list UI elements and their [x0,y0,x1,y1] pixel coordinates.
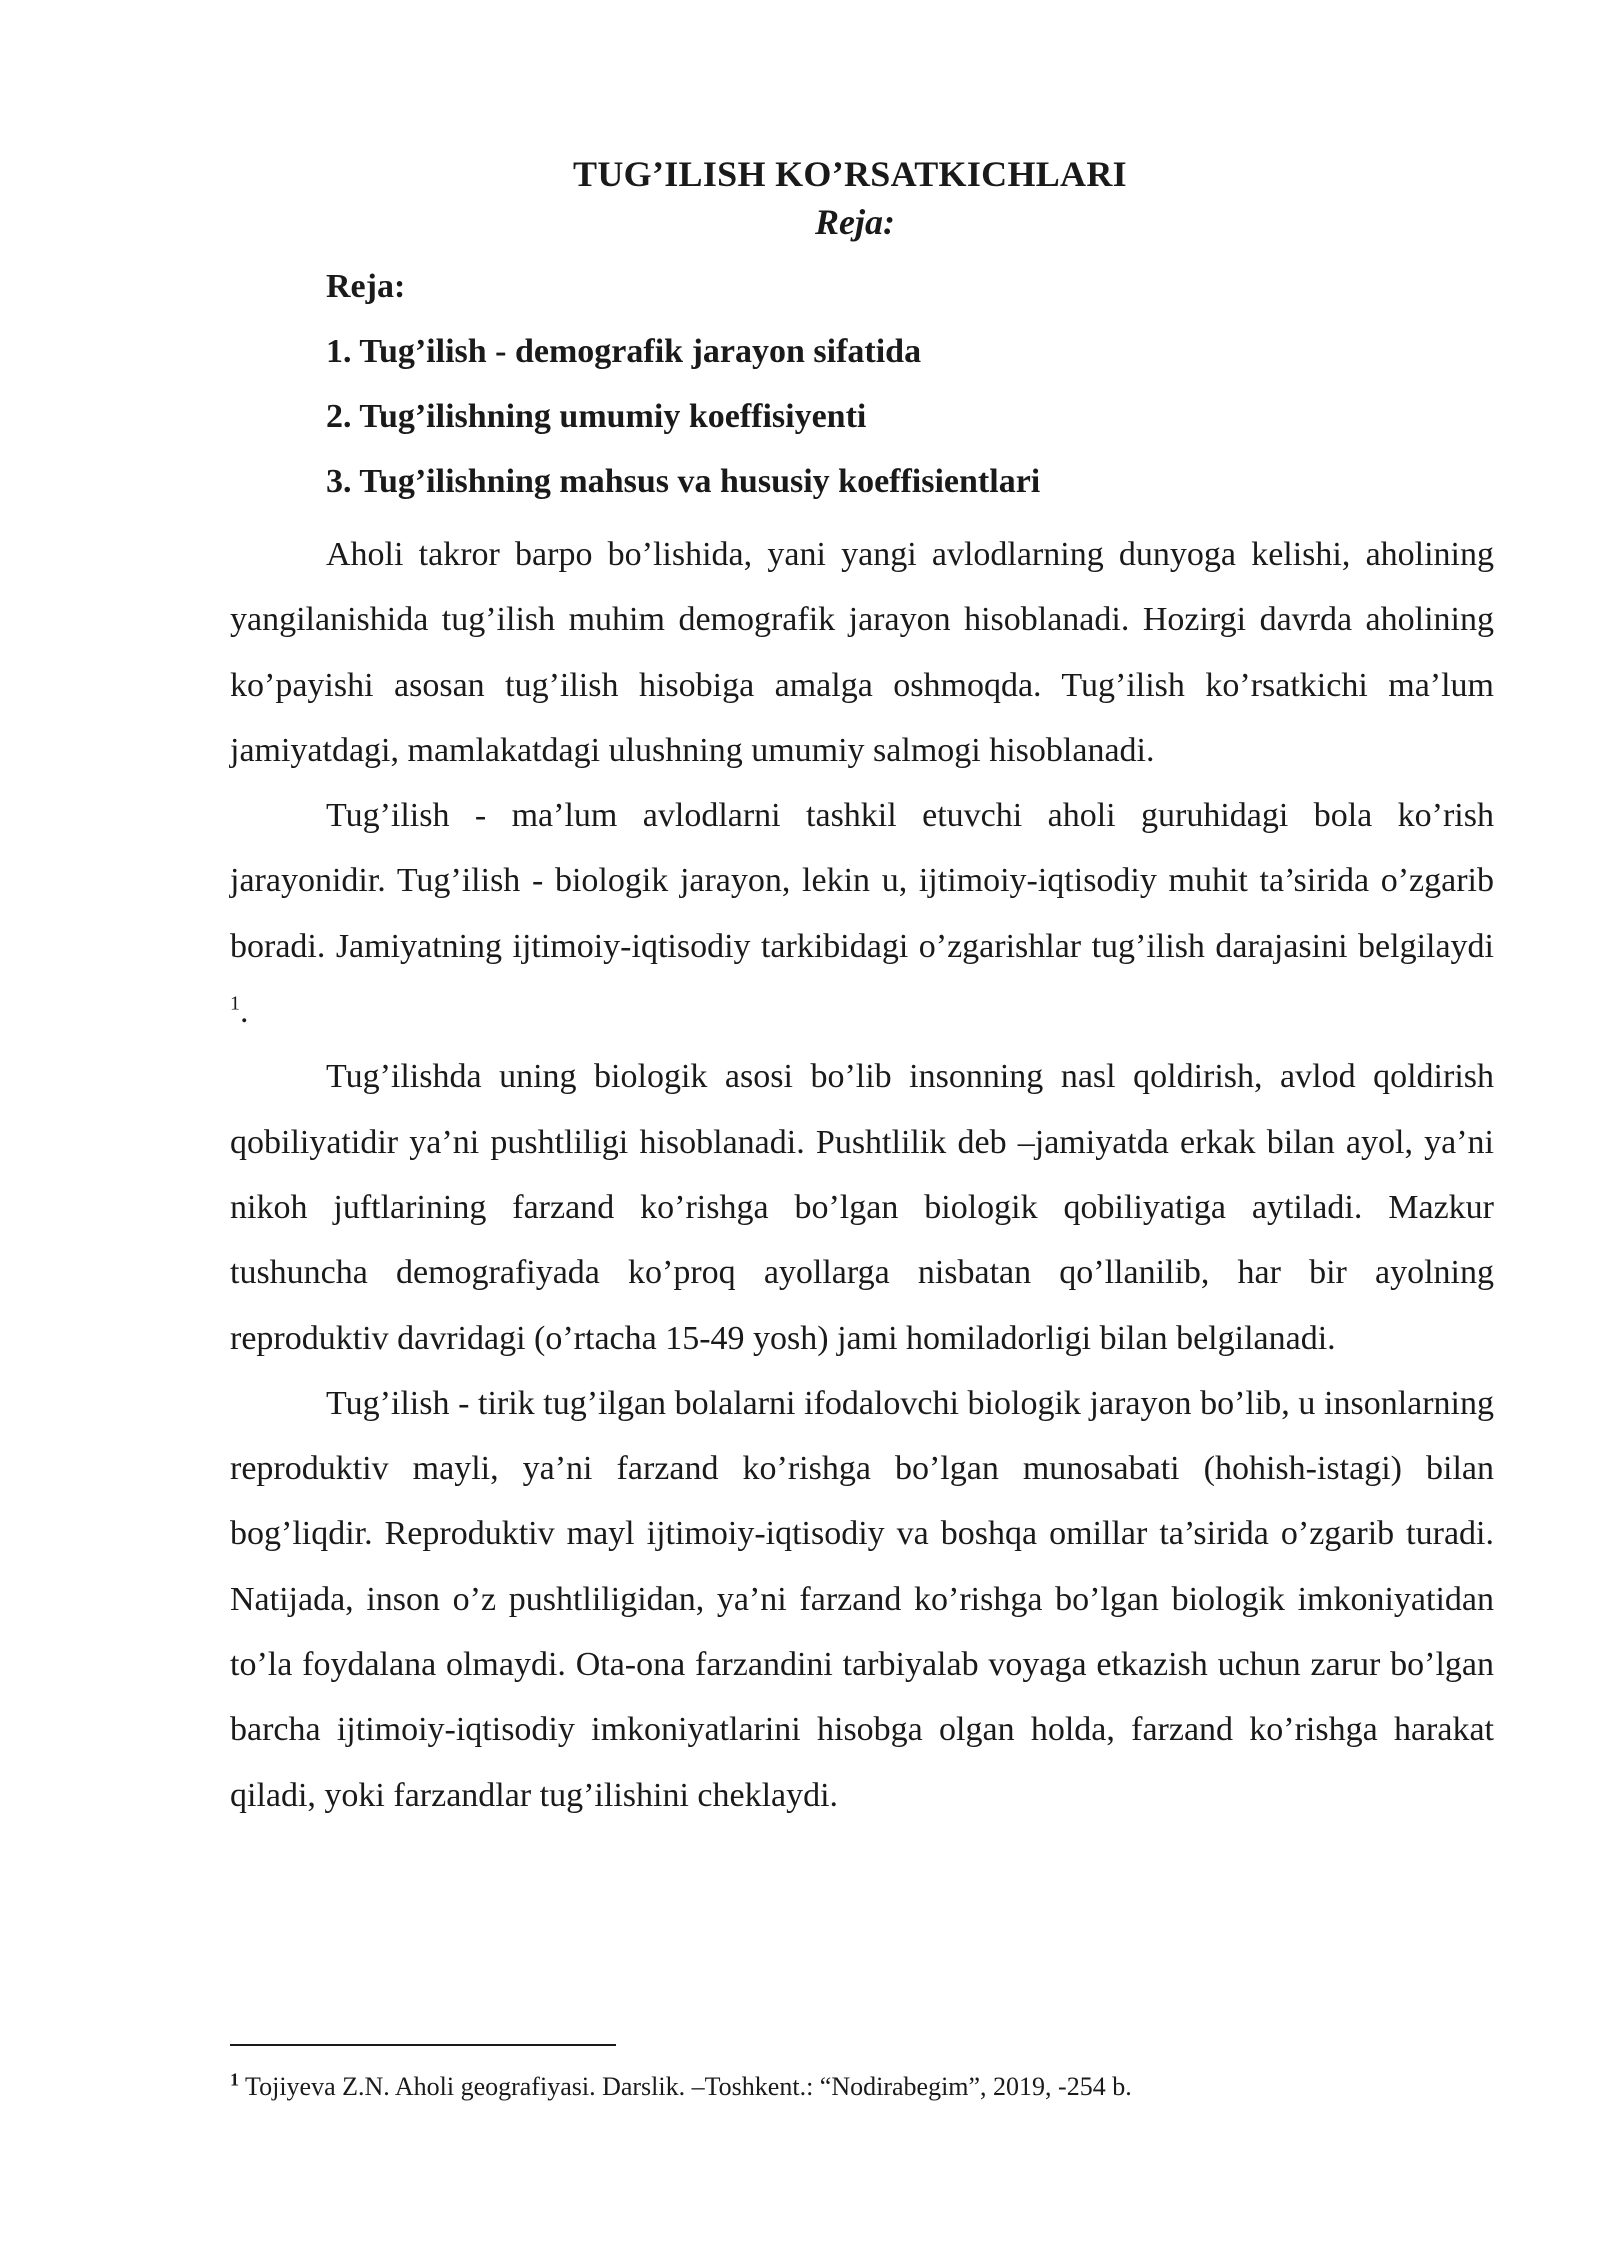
plan-section [326,265,1526,525]
plan-heading: Reja: [326,268,406,305]
paragraph [230,783,1494,1044]
paragraph-end-punctuation: . [240,993,249,1031]
paragraph: Tug’ilishda uning biologik asosi bo’lib insonning nasl qoldirish, avlod qoldirish qobiliyatidir ya’ni pushtliligi hisoblanadi. Pushtlilik deb –jamiyatda erkak bilan ayol, ya’ni nikoh juftlarining farzand ko’rishga bo’lgan biologik qobiliyatiga aytiladi. Mazkur tushuncha demografiyada ko’proq ayollarga nisbatan qo’llanilib, har bir ayolning reproduktiv davridagi (o’rtacha 15-49 yosh) jami homiladorligi bilan belgilanadi. [230,1058,1494,1357]
footnote-divider [230,2044,616,2046]
paragraph-text: Tug’ilish - ma’lum avlodlarni tashkil etuvchi aholi guruhidagi bola ko’rish jarayonidir. Tug’ilish - biologik jarayon, lekin u, ijtimoiy-iqtisodiy muhit ta’sirida o’zgarib boradi. Jamiyatning ijtimoiy-iqtisodiy tarkibidagi o’zgarishlar tug’ilish darajasini belgilaydi [230,797,1494,965]
paragraph: Aholi takror barpo bo’lishida, yani yangi avlodlarning dunyoga kelishi, aholining yangilanishida tug’ilish muhim demografik jarayon hisoblanadi. Hozirgi davrda aholining ko’payishi asosan tug’ilish hisobiga amalga oshmoqda. Tug’ilish ko’rsatkichi ma’lum jamiyatdagi, mamlakatdagi ulushning umumiy salmogi hisoblanadi. [230,536,1494,769]
plan-item: 2. Tug’ilishning umumiy koeffisiyenti [326,398,867,435]
footnote-text: Tojiyeva Z.N. Aholi geografiyasi. Darslik. –Toshkent.: “Nodirabegim”, 2019, -254 b. [245,2072,1132,2101]
footnote [230,2070,1494,2104]
footnote-reference: 1 [230,992,240,1015]
footnote-number: 1 [230,2069,239,2090]
plan-item: 3. Tug’ilishning mahsus va hususiy koeffisientlari [326,463,1041,500]
plan-item: 1. Tug’ilish - demografik jarayon sifatida [326,333,922,370]
paragraph: Tug’ilish - tirik tug’ilgan bolalarni ifodalovchi biologik jarayon bo’lib, u insonlarning reproduktiv mayli, ya’ni farzand ko’rishga bo’lgan munosabati (hohish-istagi) bilan bog’liqdir. Reproduktiv mayl ijtimoiy-iqtisodiy va boshqa omillar ta’sirida o’zgarib turadi. Natijada, inson o’z pushtliligidan, ya’ni farzand ko’rishga bo’lgan biologik imkoniyatidan to’la foydalana olmaydi. Ota-ona farzandini tarbiyalab voyaga etkazish uchun zarur bo’lgan barcha ijtimoiy-iqtisodiy imkoniyatlarini hisobga olgan holda, farzand ko’rishga harakat qiladi, yoki farzandlar tug’ilishini cheklaydi. [230,1384,1494,1814]
document-title: TUG’ILISH KO’RSATKICHLARI [573,154,1127,194]
body-text [230,522,1494,1828]
document-subtitle: Reja: [815,202,895,242]
